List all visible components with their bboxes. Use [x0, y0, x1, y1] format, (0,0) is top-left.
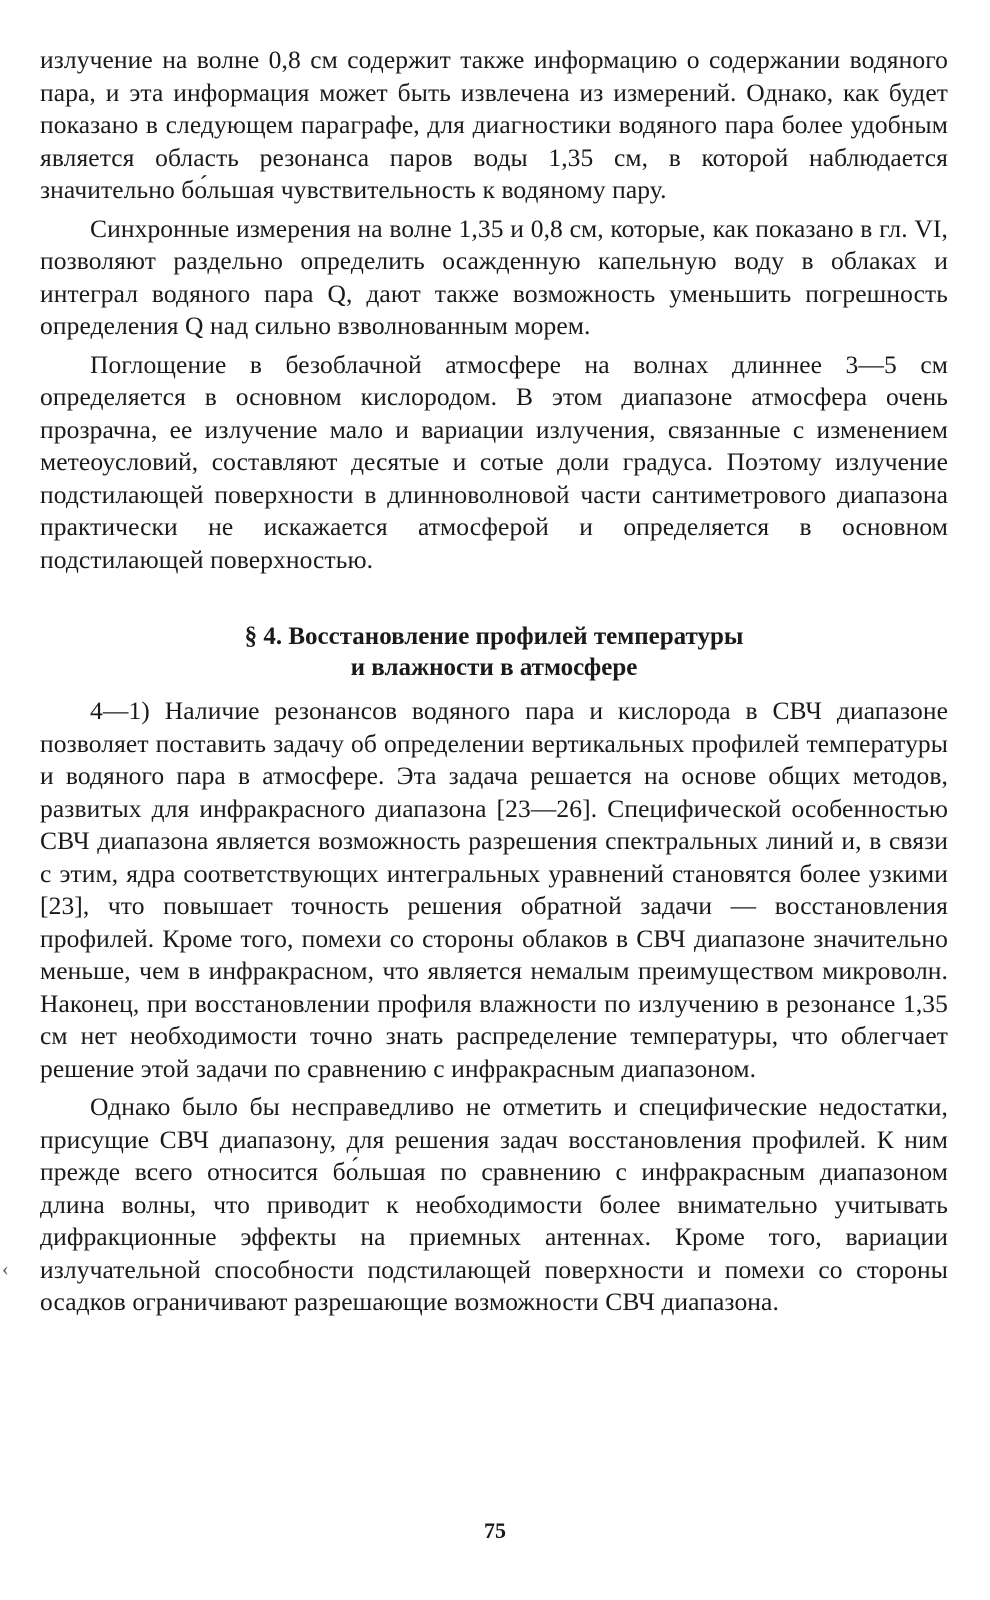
page-content — [40, 44, 948, 1325]
paragraph-synchronous-measurements: Синхронные измерения на волне 1,35 и 0,8 см, которые, как показано в гл. VI, позволяют раздельно определить осажденную капельную воду в облаках и интеграл водяного пара Q, дают также возможность уменьшить погрешность определения Q над сильно взволнованным морем. — [40, 213, 948, 340]
page-number: 75 — [484, 1518, 506, 1543]
paragraph-resonances: 4—1) Наличие резонансов водяного пара и кислорода в СВЧ диапазоне позволяет поставить задачу об определении вертикальных профилей температуры и водяного пара в атмосфере. Эта задача решается на основе общих методов, развитых для инфракрасного диапазона [23—26]. Специфической особенностью СВЧ диапазона является возможность разрешения спектральных линий и, в связи с этим, ядра соответствующих интегральных уравнений становятся более узкими [23], что повышает точность решения обратной задачи — восстановления профилей. Кроме того, помехи со стороны облаков в СВЧ диапазоне значительно меньше, чем в инфракрасном, что является немалым преимуществом микроволн. Наконец, при восстановлении профиля влажности по излучению в резонансе 1,35 см нет необходимости точно знать распределение температуры, что облегчает решение этой задачи по сравнению с инфракрасным диапазоном. — [40, 696, 948, 1083]
section-heading — [40, 621, 948, 683]
paragraph-continuation: излучение на волне 0,8 см содержит также информацию о содержании водяного пара, и эта информация может быть извлечена из измерений. Однако, как будет показано в следующем параграфе, для диагностики водяного пара более удобным является область резонанса паров воды 1,35 см, в которой наблюдается значительно бо́льшая чувствительность к водяному пару. — [40, 45, 948, 204]
paragraph-cloudless-absorption: Поглощение в безоблачной атмосфере на волнах длиннее 3—5 см определяется в основном кислородом. В этом диапазоне атмосфера очень прозрачна, ее излучение мало и вариации излучения, связанные с изменением метеоусловий, составляют десятые и сотые доли градуса. Поэтому излучение подстилающей поверхности в длинноволновой части сантиметрового диапазона практически не искажается атмосферой и определяется в основном подстилающей поверхностью. — [40, 349, 948, 574]
paragraph-drawbacks: Однако было бы несправедливо не отметить и специфические недостатки, присущие СВЧ диапазону, для решения задач восстановления профилей. К ним прежде всего относится бо́льшая по сравнению с инфракрасным диапазоном длина волны, что приводит к необходимости более внимательно учитывать дифракционные эффекты на приемных антеннах. Кроме того, вариации излучательной способности подстилающей поверхности и помехи со стороны осадков ограничивают разрешающие возможности СВЧ диапазона. — [40, 1092, 948, 1316]
section-heading-line-1: § 4. Восстановление профилей температуры — [244, 623, 744, 650]
margin-mark: ‹ — [2, 1258, 9, 1280]
section-heading-line-2: и влажности в атмосфере — [350, 654, 638, 681]
